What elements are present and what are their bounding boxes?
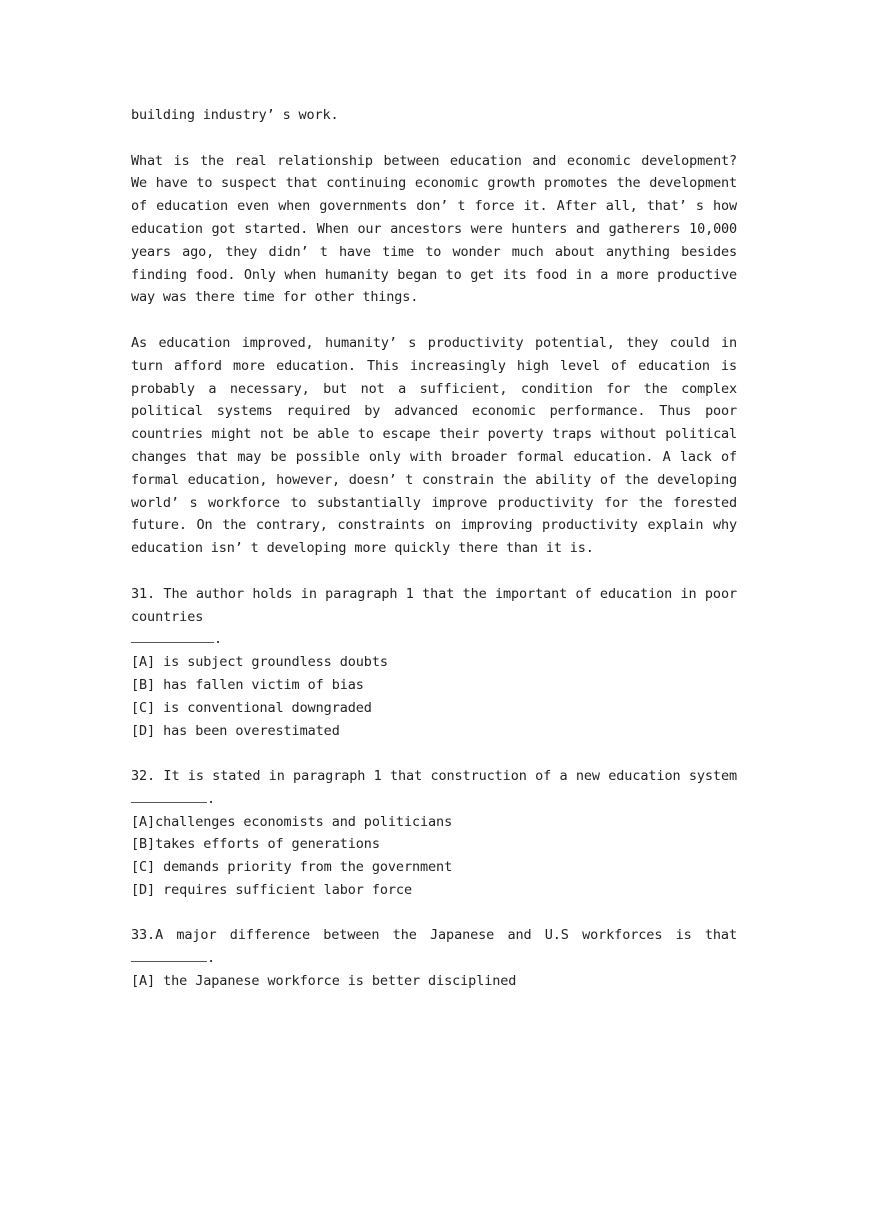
- question-31-option-a: [A] is subject groundless doubts: [131, 654, 388, 671]
- question-32-text: 32. It is stated in paragraph 1 that construction of a new education system: [131, 767, 737, 784]
- question-32-option-b: [B]takes efforts of generations: [131, 836, 380, 853]
- question-33-option-a: [A] the Japanese workforce is better disciplined: [131, 972, 517, 989]
- paragraph-education-improved: As education improved, humanity’ s productivity potential, they could in turn afford more education. This increasingly high level of education is probably a necessary, but not a sufficient, condition for the complex political systems required by advanced economic performance. Thus poor countries might not be able to escape their poverty traps without political changes that may be possible only with broader formal education. A lack of formal education, however, doesn’ t constrain the ability of the developing world’ s workforce to substantially improve productivity for the forested future. On the contrary, constraints on improving productivity explain why education isn’ t developing more quickly there than it is.: [131, 334, 737, 557]
- question-31-text: 31. The author holds in paragraph 1 that the important of education in poor countries: [131, 585, 737, 625]
- question-32-option-c: [C] demands priority from the government: [131, 859, 453, 876]
- question-33-text: 33.A major difference between the Japanese and U.S workforces is that: [131, 927, 737, 944]
- document-page: [131, 104, 737, 993]
- question-32: [131, 765, 737, 902]
- question-31-end: .: [214, 631, 223, 648]
- question-31-stem: [131, 583, 737, 651]
- paragraph-education-relationship: What is the real relationship between education and economic development? We have to suspect that continuing economic growth promotes the development of education even when governments don’ t force it. After all, that’ s how education got started. When our ancestors were hunters and gatherers 10,000 years ago, they didn’ t have time to wonder much about anything besides finding food. Only when humanity began to get its food in a more productive way was there time for other things.: [131, 152, 737, 306]
- paragraph-continuation: building industry’ s work.: [131, 107, 339, 123]
- question-31-option-d: [D] has been overestimated: [131, 722, 340, 739]
- question-33-end: .: [207, 950, 216, 967]
- question-31-option-c: [C] is conventional downgraded: [131, 699, 372, 716]
- answer-blank: [131, 947, 207, 962]
- question-33: [131, 924, 737, 992]
- question-32-stem-line2: [131, 788, 737, 811]
- answer-blank: [131, 788, 207, 803]
- question-32-end: .: [207, 790, 216, 807]
- question-31-option-b: [B] has fallen victim of bias: [131, 676, 364, 693]
- question-32-option-a: [A]challenges economists and politicians: [131, 813, 453, 830]
- question-32-stem: [131, 765, 737, 788]
- question-31: [131, 583, 737, 743]
- question-33-stem: [131, 924, 737, 970]
- answer-blank: [131, 628, 214, 643]
- question-32-option-d: [D] requires sufficient labor force: [131, 881, 412, 898]
